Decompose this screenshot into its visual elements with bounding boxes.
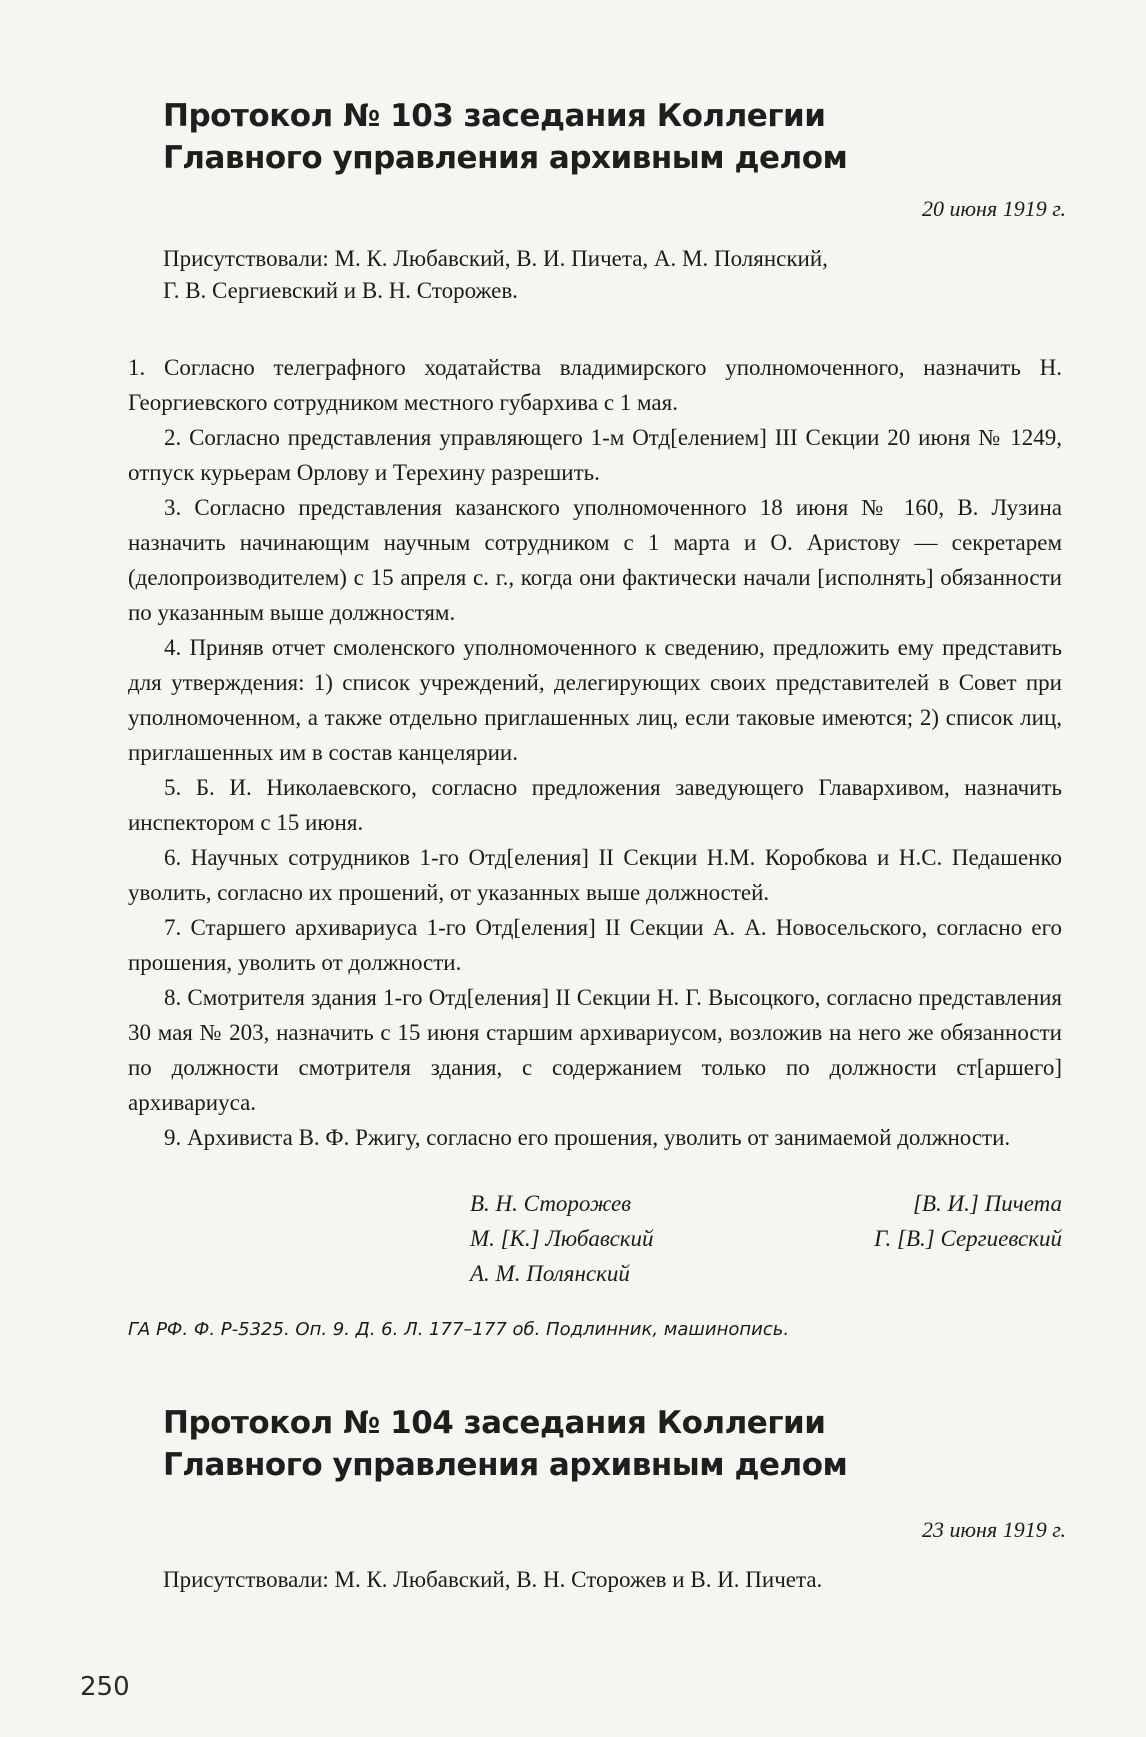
protocol-103-date: 20 июня 1919 г. xyxy=(922,196,1066,221)
resolution-item: 4. Приняв отчет смоленского уполномоченного к сведению, предложить ему представить для утверждения: 1) список учреждений, делегирующих своих представителей в Совет при уполномоченном, а также отдельно приглашенных лиц, если таковые имеются; 2) список лиц, приглашенных им в состав канцелярии. xyxy=(128,635,1062,765)
protocol-104-date: 23 июня 1919 г. xyxy=(922,1517,1066,1542)
signature: [В. И.] Пичета xyxy=(913,1191,1062,1216)
resolution-item: 6. Научных сотрудников 1-го Отд[еления] II Секции Н.М. Коробкова и Н.С. Педашенко уволить, согласно их прошений, от указанных выше должностей. xyxy=(128,845,1062,905)
protocol-104-title: Протокол № 104 заседания Коллегии Главного управления архивным делом xyxy=(163,1405,848,1483)
signature-row xyxy=(470,1221,1062,1256)
protocol-103-attendees: Присутствовали: М. К. Любавский, В. И. Пичета, А. М. Полянский, Г. В. Сергиевский и В. Н. Сторожев. xyxy=(163,246,828,303)
page-number: 250 xyxy=(80,1672,130,1702)
signature-row xyxy=(470,1256,1062,1291)
resolution-item: 2. Согласно представления управляющего 1-м Отд[елением] III Секции 20 июня № 1249, отпуск курьерам Орлову и Терехину разрешить. xyxy=(128,425,1062,485)
resolution-item: 1. Согласно телеграфного ходатайства владимирского уполномоченного, назначить Н. Георгиевского сотрудником местного губархива с 1 мая. xyxy=(128,355,1062,415)
protocol-103-resolutions xyxy=(128,350,1062,1155)
protocol-103-title: Протокол № 103 заседания Коллегии Главного управления архивным делом xyxy=(163,98,848,176)
signature: М. [К.] Любавский xyxy=(470,1226,654,1251)
resolution-item: 7. Старшего архивариуса 1-го Отд[еления] II Секции А. А. Новосельского, согласно его прошения, уволить от должности. xyxy=(128,915,1062,975)
protocol-103-signatures xyxy=(470,1186,1062,1291)
resolution-item: 5. Б. И. Николаевского, согласно предложения заведующего Главархивом, назначить инспектором с 15 июня. xyxy=(128,775,1062,835)
resolution-item: 8. Смотрителя здания 1-го Отд[еления] II Секции Н. Г. Высоцкого, согласно представления 30 мая № 203, назначить с 15 июня старшим архивариусом, возложив на него же обязанности по должности смотрителя здания, с содержанием только по должности ст[аршего] архивариуса. xyxy=(128,985,1062,1115)
signature-row xyxy=(470,1186,1062,1221)
signature: А. М. Полянский xyxy=(470,1261,630,1286)
signature: В. Н. Сторожев xyxy=(470,1191,632,1216)
protocol-104-attendees: Присутствовали: М. К. Любавский, В. Н. Сторожев и В. И. Пичета. xyxy=(163,1567,823,1592)
resolution-item: 3. Согласно представления казанского уполномоченного 18 июня № 160, В. Лузина назначить начинающим научным сотрудником с 1 марта и О. Аристову — секретарем (делопроизводителем) с 15 апреля с. г., когда они фактически начали [исполнять] обязанности по указанным выше должностям. xyxy=(128,495,1062,625)
signature: Г. [В.] Сергиевский xyxy=(874,1226,1062,1251)
archival-source-reference: ГА РФ. Ф. Р-5325. Оп. 9. Д. 6. Л. 177–177 об. Подлинник, машинопись. xyxy=(128,1319,790,1340)
resolution-item: 9. Архивиста В. Ф. Ржигу, согласно его прошения, уволить от занимаемой должности. xyxy=(164,1125,1011,1150)
